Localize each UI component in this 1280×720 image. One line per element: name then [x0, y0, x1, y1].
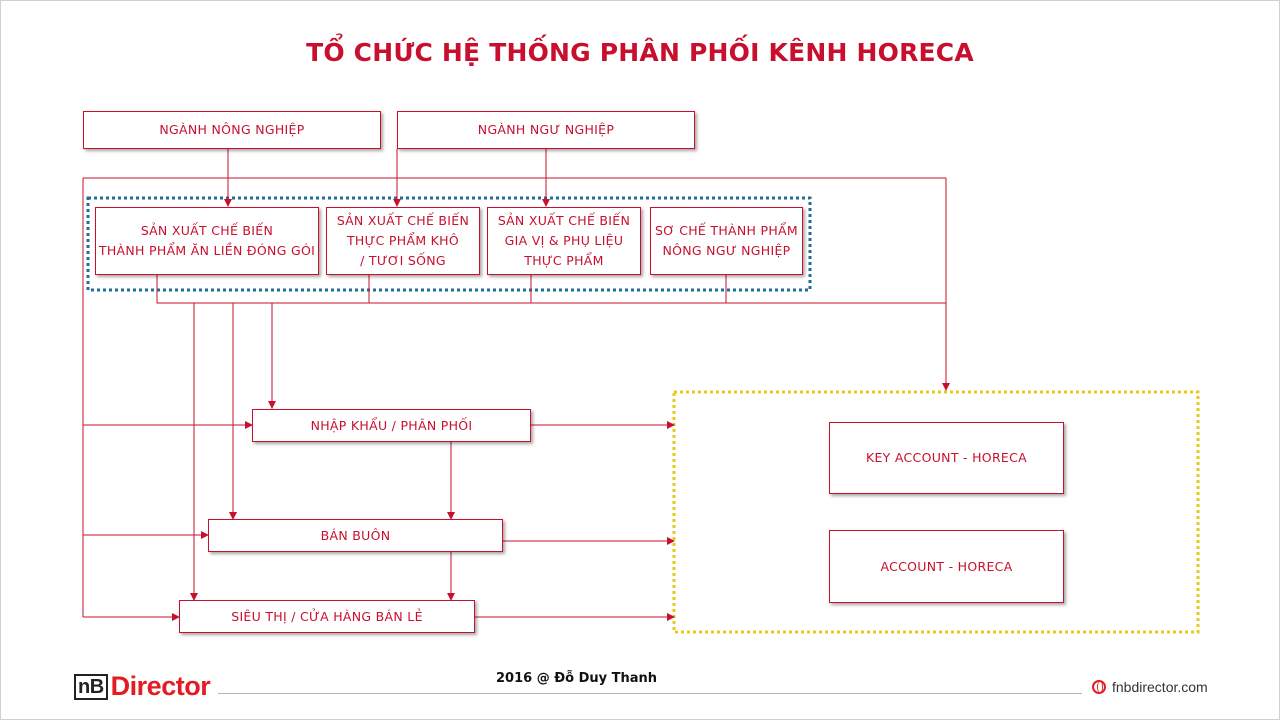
channel-label: SIÊU THỊ / CỬA HÀNG BÁN LẺ: [231, 608, 423, 624]
producer-preprocessed: [650, 207, 803, 275]
producer-label: SẢN XUẤT CHẾ BIẾN GIA VỊ & PHỤ LIỆU THỰC PHẨM: [497, 213, 631, 268]
producer-label: SƠ CHẾ THÀNH PHẨM NÔNG NGƯ NGHIỆP: [654, 223, 798, 258]
horeca-account: [829, 530, 1064, 603]
footer-divider: [218, 693, 1082, 694]
horeca-label: KEY ACCOUNT - HORECA: [865, 450, 1028, 465]
diagram-title: TỔ CHỨC HỆ THỐNG PHÂN PHỐI KÊNH HORECA: [306, 38, 974, 67]
source-fishery: [397, 111, 695, 149]
source-fishery-label: NGÀNH NGƯ NGHIỆP: [477, 122, 615, 137]
website-label: fnbdirector.com: [1112, 679, 1208, 695]
website-link[interactable]: [1092, 679, 1208, 695]
channel-wholesale: [208, 519, 503, 552]
logo-mark: nB: [74, 674, 108, 700]
channel-import-distribution: [252, 409, 531, 442]
source-agriculture-label: NGÀNH NÔNG NGHIỆP: [159, 122, 305, 137]
globe-icon: [1092, 680, 1106, 694]
channel-label: BÁN BUÔN: [320, 527, 391, 543]
channel-label: NHẬP KHẨU / PHÂN PHỐI: [310, 417, 473, 433]
horeca-label: ACCOUNT - HORECA: [880, 558, 1013, 574]
logo-text: Director: [110, 671, 211, 701]
fnb-logo: [74, 671, 210, 702]
producer-label: SẢN XUẤT CHẾ BIẾN THỰC PHẨM KHÔ / TƯƠI SỐNG: [336, 213, 470, 268]
producer-bus-line: [157, 275, 946, 303]
horeca-key-account: [829, 422, 1064, 494]
source-agriculture: [83, 111, 381, 149]
channel-retail: [179, 600, 475, 633]
copyright-text: 2016 @ Đỗ Duy Thanh: [496, 671, 658, 686]
producer-spices-ingredients: [487, 207, 641, 275]
producer-dry-fresh-foods: [326, 207, 480, 275]
producer-label: SẢN XUẤT CHẾ BIẾN THÀNH PHẨM ĂN LIỀN ĐÓNG GÓI: [98, 223, 316, 258]
producer-packaged-foods: [95, 207, 319, 275]
